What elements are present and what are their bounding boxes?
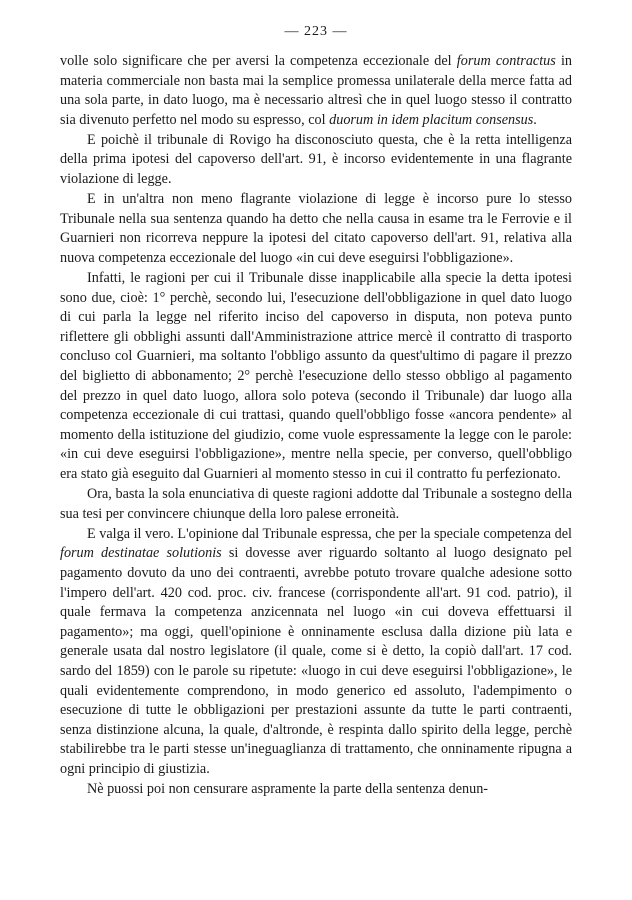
text-run: in materia commerciale non basta mai la semplice promessa unilaterale della merce fatta ad una sola parte, in dato luogo, ma è necessario altresì che in quel luogo stesso il contratto sia divenuto perfetto nel modo su espresso, col <box>60 53 572 128</box>
paragraph <box>60 525 572 780</box>
body-text <box>60 52 572 800</box>
paragraph <box>60 780 572 800</box>
paragraph <box>60 190 572 268</box>
italic-phrase: duorum in idem placitum consensus <box>329 111 534 128</box>
text-run: E valga il vero. L'opinione dal Tribunale espressa, che per la speciale competenza del <box>87 525 572 542</box>
text-run: volle solo significare che per aversi la competenza eccezionale del <box>60 53 457 69</box>
text-run: E poichè il tribunale di Rovigo ha disconosciuto questa, che è la retta intelligenza della prima ipotesi del capoverso dell'art. 91, è incorso evidentemente in una flagrante violazione di legge. <box>60 131 572 188</box>
paragraph <box>60 52 572 130</box>
text-run: Ora, basta la sola enunciativa di queste ragioni addotte dal Tribunale a sostegno della sua tesi per convincere chiunque della loro palese erroneità. <box>60 486 572 522</box>
paragraph <box>60 131 572 190</box>
text-run: . <box>533 111 537 128</box>
paragraph <box>60 485 572 524</box>
italic-phrase: forum contractus <box>456 53 556 69</box>
text-run: si dovesse aver riguardo soltanto al luogo designato pel pagamento dovuto da uno dei contraenti, avrebbe potuto trovare qualche adesione sotto l'impero dell'art. 420 cod. proc. civ. francese (corrispondente all'art. 91 cod. patrio), il quale fermava la competenza anzicennata nel luogo «in cui doveva effettuarsi il pagamento»; ma oggi, quell'opinione è onninamente esclusa dalla dizione più lata e generale usata dal nostro legislatore (il quale, come si è detto, la copiò dall'art. 17 cod. sardo del 1859) con le parole su ripetute: «luogo in cui deve eseguirsi l'obbligazione», le quali evidentemente comprendono, in modo generico ed assoluto, l'adempimento o esecuzione di tutte le obbligazioni per prestazioni assunte da tutte le parti contraenti, senza distinzione alcuna, la quale, d'altronde, è respinta dallo spirito della legge, perchè stabilirebbe tra le parti stesse un'ineguaglianza di trattamento, che onninamente ripugna a ogni principio di giustizia. <box>60 545 572 777</box>
page-number: — 223 — <box>284 24 348 39</box>
text-run: Infatti, le ragioni per cui il Tribunale disse inapplicabile alla specie la detta ipotesi sono due, cioè: 1° perchè, secondo lui, l'esecuzione dell'obbligazione in quel dato luogo di cui parla la legge nel riferito inciso del capoverso in disputa, non poteva punto riflettere gli obblighi assunti dall'Amministrazione attrice mercè il contratto di trasporto concluso col Guarnieri, ma soltanto l'obbligo assunto da quest'ultimo di pagare il prezzo del biglietto di abbonamento; 2° perchè l'esecuzione dello stesso obbligo al pagamento del prezzo in quel dato luogo, allora solo poteva (secondo il Tribunale) dar luogo alla competenza eccezionale di cui trattasi, quando quell'obbligo fosse «ancora pendente» al momento della istituzione del giudizio, come vuole espressamente la legge con le parole: «in cui deve eseguirsi l'obbligazione», mentre nella specie, per converso, quell'obbligo era stato già eseguito dal Guarnieri al momento stesso in cui il contratto fu perfezionato. <box>60 270 572 482</box>
text-run: E in un'altra non meno flagrante violazione di legge è incorso pure lo stesso Tribunale nella sua sentenza quando ha detto che nella causa in esame tra le Ferrovie e il Guarnieri non ricorreva neppure la ipotesi del citato capoverso dell'art. 91, relativa alla nuova competenza eccezionale del luogo «in cui deve eseguirsi l'obbligazione». <box>60 191 572 266</box>
paragraph <box>60 269 572 485</box>
text-run: Nè puossi poi non censurare aspramente la parte della sentenza denun- <box>87 780 489 797</box>
italic-phrase: forum destinatae solutionis <box>60 545 222 562</box>
